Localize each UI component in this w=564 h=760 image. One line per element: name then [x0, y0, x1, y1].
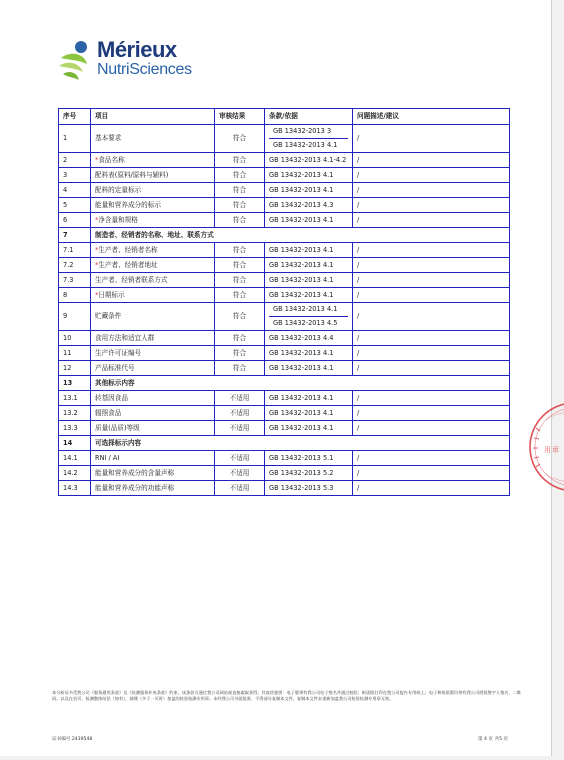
basis-clause: GB 13432-2013 4.1: [269, 393, 334, 402]
basis-cell: [265, 125, 353, 153]
basis-cell: [265, 391, 353, 406]
page-number: 第 4 页 共5 页: [478, 737, 509, 742]
row-number: 6: [59, 213, 91, 228]
table-row: [59, 213, 510, 228]
result-cell: 符合: [215, 125, 265, 153]
company-logo: [57, 38, 207, 86]
issue-cell: /: [353, 288, 510, 303]
item-name: 食用方法和适宜人群: [95, 333, 155, 342]
row-number: 9: [59, 303, 91, 331]
header-basis: 条款/依据: [265, 109, 353, 125]
item-cell: [91, 421, 215, 436]
item-cell: [91, 451, 215, 466]
section-title: 可选择标示内容: [91, 436, 510, 451]
header-no: 序号: [59, 109, 91, 125]
basis-clause: GB 13432-2013 4.1: [269, 245, 334, 254]
basis-clause: GB 13432-2013 4.1: [269, 275, 334, 284]
table-row: [59, 481, 510, 496]
item-name: 配料的定量标示: [95, 185, 142, 194]
result-cell: 不适用: [215, 391, 265, 406]
basis-cell: [265, 466, 353, 481]
item-cell: [91, 213, 215, 228]
disclaimer-text: 本分析证书受我公司《服务通用条款》及《检测服务补充条款》约束，该条款可通过我公司网站或直接索取获得。其真伪鉴别：电子版带有我公司电子签名并通过校验；纸质版打印在我公司报告专用纸上；电子和纸质版均带有我公司授权签字人签名、二维码。以及在首页、检测整体结论（如有），骑缝（多于一页时）加盖的检验检测专用章。未经我公司书面批准，不得部分复制本文件。复制本文件未重新加盖我公司检验检测专用章无效。: [52, 690, 522, 702]
basis-cell: [265, 481, 353, 496]
required-star: *: [95, 245, 99, 254]
item-cell: [91, 125, 215, 153]
result-cell: 符合: [215, 288, 265, 303]
item-cell: [91, 153, 215, 168]
basis-cell: [265, 183, 353, 198]
header-result: 审核结果: [215, 109, 265, 125]
item-name: 日期标示: [98, 290, 125, 299]
section-title: 制造者、经销者的名称、地址、联系方式: [91, 228, 510, 243]
row-number: 13.3: [59, 421, 91, 436]
row-number: 13.2: [59, 406, 91, 421]
brand-name: Mérieux: [97, 37, 177, 62]
item-name: 净含量和规格: [98, 215, 138, 224]
svg-text:用: 用: [544, 446, 551, 454]
result-cell: 符合: [215, 168, 265, 183]
row-number: 14.3: [59, 481, 91, 496]
item-cell: [91, 183, 215, 198]
brand-subname: NutriSciences: [97, 61, 192, 78]
item-name: RNI / AI: [95, 453, 120, 462]
row-number: 7.2: [59, 258, 91, 273]
issue-cell: /: [353, 153, 510, 168]
required-star: *: [95, 290, 99, 299]
issue-cell: /: [353, 391, 510, 406]
basis-clause: GB 13432-2013 4.5: [273, 319, 338, 327]
section-row: [59, 376, 510, 391]
header-issue: 问题描述/建议: [353, 109, 510, 125]
row-number: 2: [59, 153, 91, 168]
section-row: [59, 436, 510, 451]
basis-cell: [265, 213, 353, 228]
issue-cell: /: [353, 346, 510, 361]
header-item: 项目: [91, 109, 215, 125]
item-cell: [91, 303, 215, 331]
section-number: 7: [59, 228, 91, 243]
issue-cell: /: [353, 168, 510, 183]
result-cell: 符合: [215, 258, 265, 273]
basis-clause: GB 13432-2013 4.3: [269, 200, 334, 209]
required-star: *: [95, 215, 99, 224]
table-header-row: [59, 109, 510, 125]
basis-clause: GB 13432-2013 4.4: [269, 333, 334, 342]
issue-cell: /: [353, 421, 510, 436]
basis-clause: GB 13432-2013 4.1: [269, 290, 334, 299]
official-seal-stamp: [524, 398, 564, 496]
issue-cell: /: [353, 331, 510, 346]
basis-clause: GB 13432-2013 4.1: [269, 185, 334, 194]
basis-clause: GB 13432-2013 4.1: [269, 170, 334, 179]
svg-text:章: 章: [552, 446, 559, 454]
review-table: [58, 108, 510, 496]
result-cell: 符合: [215, 273, 265, 288]
issue-cell: /: [353, 213, 510, 228]
basis-clause: GB 13432-2013 4.1: [273, 141, 338, 149]
item-name: 能量和营养成分的含量声称: [95, 468, 175, 477]
basis-cell: [265, 421, 353, 436]
item-cell: [91, 406, 215, 421]
basis-cell: [265, 346, 353, 361]
issue-cell: /: [353, 258, 510, 273]
required-star: *: [95, 155, 99, 164]
result-cell: 符合: [215, 346, 265, 361]
item-name: 贮藏条件: [95, 312, 122, 320]
table-row: [59, 421, 510, 436]
basis-clause: GB 13432-2013 5.2: [269, 468, 334, 477]
item-name: 食品名称: [98, 155, 125, 164]
result-cell: 符合: [215, 303, 265, 331]
item-cell: [91, 168, 215, 183]
item-cell: [91, 481, 215, 496]
table-row: [59, 331, 510, 346]
section-number: 14: [59, 436, 91, 451]
issue-cell: /: [353, 183, 510, 198]
basis-clause: GB 13432-2013 4.1: [269, 408, 334, 417]
table-row: [59, 168, 510, 183]
basis-cell: [265, 451, 353, 466]
basis-cell: [265, 288, 353, 303]
table-row: [59, 451, 510, 466]
item-cell: [91, 198, 215, 213]
result-cell: 符合: [215, 361, 265, 376]
table-row: [59, 346, 510, 361]
row-number: 5: [59, 198, 91, 213]
item-cell: [91, 391, 215, 406]
basis-cell: [265, 153, 353, 168]
item-cell: [91, 346, 215, 361]
table-row: [59, 183, 510, 198]
row-number: 4: [59, 183, 91, 198]
row-number: 8: [59, 288, 91, 303]
table-row: [59, 258, 510, 273]
result-cell: 符合: [215, 243, 265, 258]
issue-cell: /: [353, 451, 510, 466]
item-name: 能量和营养成分的标示: [95, 200, 161, 209]
basis-cell: [265, 168, 353, 183]
basis-cell: [265, 273, 353, 288]
basis-clause: GB 13432-2013 4.1-4.2: [269, 155, 347, 164]
row-number: 10: [59, 331, 91, 346]
item-name: 能量和营养成分的功能声称: [95, 483, 175, 492]
row-number: 13.1: [59, 391, 91, 406]
result-cell: 符合: [215, 198, 265, 213]
issue-cell: /: [353, 198, 510, 213]
table-row: [59, 303, 510, 331]
issue-cell: /: [353, 125, 510, 153]
item-cell: [91, 288, 215, 303]
result-cell: 符合: [215, 183, 265, 198]
item-name: 质量(品质)等级: [95, 423, 140, 432]
item-name: 转基因食品: [95, 393, 128, 402]
basis-clause: GB 13432-2013 3: [269, 125, 348, 139]
issue-cell: /: [353, 273, 510, 288]
item-cell: [91, 258, 215, 273]
basis-clause: GB 13432-2013 4.1: [269, 348, 334, 357]
section-number: 13: [59, 376, 91, 391]
row-number: 14.2: [59, 466, 91, 481]
result-cell: 不适用: [215, 466, 265, 481]
table-row: [59, 243, 510, 258]
row-number: 1: [59, 125, 91, 153]
table-row: [59, 198, 510, 213]
table-row: [59, 406, 510, 421]
row-number: 3: [59, 168, 91, 183]
row-number: 12: [59, 361, 91, 376]
basis-cell: [265, 331, 353, 346]
table-row: [59, 125, 510, 153]
result-cell: 不适用: [215, 421, 265, 436]
basis-cell: [265, 243, 353, 258]
item-cell: [91, 361, 215, 376]
result-cell: 不适用: [215, 481, 265, 496]
basis-cell: [265, 361, 353, 376]
basis-clause: GB 13432-2013 4.1: [269, 215, 334, 224]
item-name: 生产者、经销者联系方式: [95, 275, 168, 284]
item-cell: [91, 331, 215, 346]
table-row: [59, 391, 510, 406]
basis-cell: [265, 303, 353, 331]
issue-cell: /: [353, 243, 510, 258]
item-name: 配料表(原料/原料与辅料): [95, 170, 169, 179]
basis-clause: GB 13432-2013 4.1: [269, 423, 334, 432]
item-name: 生产者、经销者地址: [98, 260, 158, 269]
table-row: [59, 361, 510, 376]
item-cell: [91, 466, 215, 481]
required-star: *: [95, 260, 99, 269]
row-number: 14.1: [59, 451, 91, 466]
basis-cell: [265, 258, 353, 273]
section-row: [59, 228, 510, 243]
item-name: 基本要求: [95, 134, 122, 142]
item-cell: [91, 273, 215, 288]
item-name: 生产者、经销者名称: [98, 245, 158, 254]
item-name: 产品标准代号: [95, 363, 135, 372]
basis-cell: [265, 198, 353, 213]
issue-cell: /: [353, 361, 510, 376]
result-cell: 不适用: [215, 406, 265, 421]
certificate-number: 证书编号 2439548: [52, 737, 93, 742]
logo-mark-icon: [57, 40, 93, 84]
item-name: 辐照食品: [95, 408, 122, 417]
basis-cell: [265, 406, 353, 421]
basis-clause: GB 13432-2013 4.1: [269, 303, 348, 317]
table-row: [59, 153, 510, 168]
row-number: 7.3: [59, 273, 91, 288]
item-cell: [91, 243, 215, 258]
issue-cell: /: [353, 466, 510, 481]
basis-clause: GB 13432-2013 4.1: [269, 363, 334, 372]
section-title: 其他标示内容: [91, 376, 510, 391]
table-row: [59, 288, 510, 303]
result-cell: 不适用: [215, 451, 265, 466]
table-row: [59, 466, 510, 481]
item-name: 生产许可证编号: [95, 348, 142, 357]
row-number: 7.1: [59, 243, 91, 258]
basis-clause: GB 13432-2013 5.3: [269, 483, 334, 492]
issue-cell: /: [353, 406, 510, 421]
table-row: [59, 273, 510, 288]
issue-cell: /: [353, 303, 510, 331]
result-cell: 符合: [215, 331, 265, 346]
row-number: 11: [59, 346, 91, 361]
issue-cell: /: [353, 481, 510, 496]
basis-clause: GB 13432-2013 5.1: [269, 453, 334, 462]
basis-clause: GB 13432-2013 4.1: [269, 260, 334, 269]
result-cell: 符合: [215, 213, 265, 228]
result-cell: 符合: [215, 153, 265, 168]
